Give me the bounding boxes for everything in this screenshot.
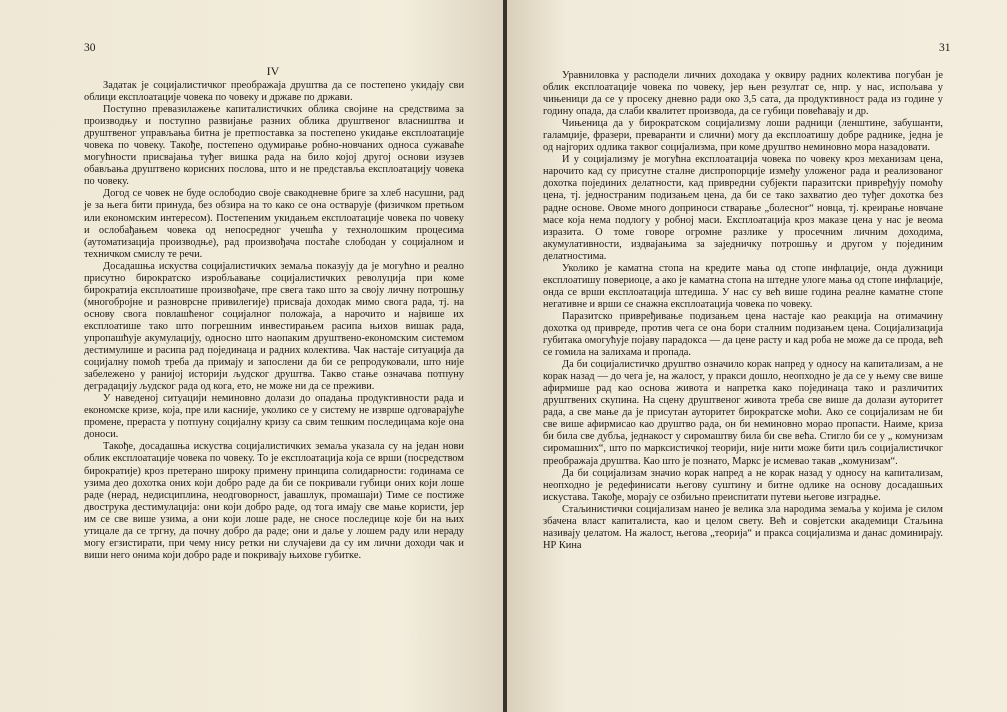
paragraph: Стаљинистички социјализам нанео је велика зла народима земаља у којима је силом збачена власт капиталиста, као и целом свету. Већ и совјетски академици Стаљина називају џелатом. На жалост, његова „теорија“ и пракса социјализма и данас доминирају. НР Кина <box>543 503 943 551</box>
paragraph: Такође, досадашња искуства социјалистичких земаља указала су на један нови облик експлоатације човека по човеку. То је експлоатација која се врши (посредством бирократије) кроз претерано широку примену принципа солидарности: годинама се узима део дохотка оних који добро раде да би се покривали губици оних који лоше раде (нерад, недисциплина, неодговорност, јавашлук, промашаји) Тиме се постиже двострука дестимулација: они који добро раде, од тога имају све мање користи, јер им се све више узима, а они који лоше раде, не сносе последице које би на њих утицале да се тргну, да почну добро да раде; они и даље у лошем раду или нераду могу егзистирати, при чему нису ретки ни случајеви да су им лични доходи чак и виши него онима који добро раде и покривају њихове губитке. <box>84 441 464 561</box>
page-number: 31 <box>939 42 951 54</box>
right-page <box>507 0 1007 712</box>
right-page-body <box>543 70 943 552</box>
left-page-body <box>84 80 464 562</box>
paragraph: Догод се човек не буде ослободио своје свакодневне бриге за хлеб насушни, рад је за њега бити принуда, без обзира на то како се она остварује (физичком претњом или економским интересом). Постепеним укидањем експлоатације човека по човеку и ослобађањем човека од непосредног учешћа у технолошким процесима (аутоматизација производње), рад произвођача постаће слободан у социјалном и техничком смислу те речи. <box>84 188 464 260</box>
section-heading: IV <box>266 64 280 78</box>
paragraph: Уколико је каматна стопа на кредите мања од стопе инфлације, онда дужници експлоатишу повериоце, а ако је каматна стопа на штедне улоге мања од стопе инфлације, онда се врши експлоатација штедиша. У нас су већ више година реалне каматне стопе негативне и врши се снажна експлоатација човека по човеку. <box>543 262 943 310</box>
left-page <box>0 0 503 712</box>
paragraph: Задатак је социјалистичког преображаја друштва да се постепено укидају сви облици експлоатације човека по човеку и државе по држави. <box>84 80 464 104</box>
paragraph: Поступно превазилажење капиталистичких облика својине на средствима за производњу и поступно развијање разних облика друштвеног власништва и друштвеног управљања битна је претпоставка за постепено укидање експлоатације човека по човеку. Такође, постепено одумирање робно-новчаних односа сужаваће могућности присвајања туђег вишка рада на било којој другој основи изузев обављања друштвено корисних послова, што и не представља експлоатацију човека по човеку. <box>84 104 464 188</box>
paragraph: Уравниловка у расподели личних доходака у оквиру радних колектива погубан је облик експлоатације човека по човеку, јер њен резултат се, нпр. у нас, испољава у чињеници да се у просеку дневно ради око 3,5 сата, да продуктивност рада из године у годину опада, да слаби квалитет производа, да се губици повећавају и др. <box>543 70 943 118</box>
paragraph: Паразитско привређивање подизањем цена настаје као реакција на отимачину дохотка од привреде, против чега се она бори сталним подизањем цена. Социјализација губитака омогућује појаву парадокса — да цене расту и кад роба не може да се прода, већ се гомила на залихама и пропада. <box>543 310 943 359</box>
paragraph: Да би социјалистичко друштво означило корак напред у односу на капитализам, а не корак назад — до чега је, на жалост, у пракси дошло, неопходно је да се у њему све више афирмише рад као основа живота и напретка како појединаца тако и различитих друштвених скупина. На сцену друштвеног живота треба све више да долази ауторитет рада, а све мање да је присутан ауторитет бирократске моћи. Ако се социјализам не би све више афирмисао као друштво рада, он би неминовно морао пропасти. Наиме, криза би била све дубља, једнакост у сиромаштву била би све већа. Стигло би се у „ комунизам сиромашних“, што по марксистичкој теорији, није нити може бити циљ социјалистичког преображаја друштва. Као што је познато, Маркс је исмевао такав „комунизам“. <box>543 359 943 467</box>
paragraph: Чињеница да у бирократском социјализму лоши радници (ленштине, забушанти, галамџије, фразери, преваранти и слични) могу да експлоатишу добре раднике, једна је од најгорих одлика таквог социјализма, при коме друштво неминовно мора назадовати. <box>543 118 943 154</box>
page-number: 30 <box>84 42 96 54</box>
paragraph: И у социјализму је могућна експлоатација човека по човеку кроз механизам цена, нарочито кад су присутне сталне диспропорције између уложеног рада и реализованог дохотка појединих делатности, кад привредни субјекти паразитски привређују помоћу цена, тј. једностраним подизањем цена, да би се тако захватио део туђег дохотка без радне основе. Овоме много доприноси стварање „болесног“ новца, тј. креирање новчане масе која нема подлогу у робној маси. Експлоатација кроз маказе цена у нас је веома изразита. О томе говоре огромне разлике у просечним личним доходима, акумулативности, издвајањима за заједничку потрошњу и другом у појединим делатностима. <box>543 154 943 262</box>
paragraph: Досадашња искуства социјалистичких земаља показују да је могућно и реално присутно бирократско изробљавање социјалистичких револуција при коме бирократија експлоатише произвођаче, пре свега тако што за своју личну потрошњу (многобројне и разноврсне привилегије) присваја доходак мимо свога рада, тј. на основу свога повлашћеног социјалног положаја, а нарочито и највише их експлоатише тако што погрешним инвестирањем расипа њихов вишак рада, упропашћује акумулацију, односно што наопаким друштвено-економским системом дестимулише и расипа рад појединаца и радних колектива. Чак настаје ситуација да социјалну помоћ треба да примају и запослени да би се репродуковали, што није забележено у ранијој историји људског друштва. Такво стање означава потпуну деградацију људског рада од кога, ето, не може ни да се преживи. <box>84 260 464 393</box>
paragraph: Да би социјализам значио корак напред а не корак назад у односу на капитализам, неопходно је редефинисати његову суштину и битне одлике на основу досадашњих искустава. Такође, морају се озбиљно преиспитати путеви његове изградње. <box>543 467 943 503</box>
paragraph: У наведеној ситуацији неминовно долази до опадања продуктивности рада и економске кризе, која, пре или касније, уколико се у систему не изврше одговарајуће промене, прераста у потпуну социјалну кризу са свим тешким последицама које она доноси. <box>84 393 464 441</box>
